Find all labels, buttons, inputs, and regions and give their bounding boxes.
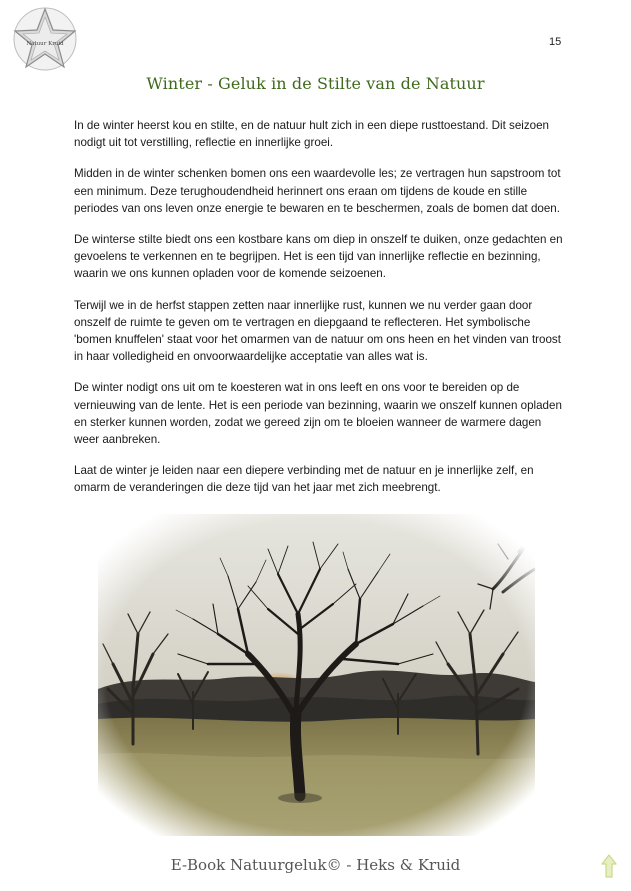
paragraph: Terwijl we in de herfst stappen zetten naar innerlijke rust, kunnen we nu verder gaan door onszelf de ruimte te geven om te vertragen en diepgaand te reflecteren. Het symbolische 'bomen knuffelen' staat voor het omarmen van de natuur om ons heen en het vinden van troost in haar volledigheid en onvoorwaardelijke acceptatie van alles wat is. (74, 298, 561, 364)
footer-text: E-Book Natuurgeluk© - Heks & Kruid (170, 856, 461, 874)
paragraph: Midden in de winter schenken bomen ons een waardevolle les; ze vertragen hun sapstroom tot een minimum. Deze terughoudendheid herinnert ons eraan om tijdens de koude en stille periodes van ons leven onze energie te bewaren en te beschermen, zoals de bomen dat doen. (74, 167, 561, 215)
logo-star-icon (12, 6, 78, 72)
logo-text: Natuur Kruid (26, 41, 64, 47)
winter-trees-painting (98, 514, 535, 836)
paragraph: De winter nodigt ons uit om te koesteren wat in ons leeft en ons voor te bereiden op de vernieuwing van de lente. Het is een periode van bezinning, waarin we onszelf kunnen opladen en sterker kunnen worden, zodat we gereed zijn om te bloeien wanneer de warmere dagen weer aanbreken. (74, 381, 562, 447)
paragraph: In de winter heerst kou en stilte, en de natuur hult zich in een diepe rusttoestand. Dit seizoen nodigt uit tot verstilling, reflectie en innerlijke groei. (74, 119, 549, 150)
page-number: 15 (549, 36, 562, 48)
paragraph: Laat de winter je leiden naar een diepere verbinding met de natuur en je innerlijke zelf, en omarm de veranderingen die deze tijd van het jaar met zich meebrengt. (74, 464, 534, 495)
arrow-up-icon[interactable] (600, 853, 618, 879)
page-title: Winter - Geluk in de Stilte van de Natuur (146, 74, 485, 93)
paragraph: De winterse stilte biedt ons een kostbare kans om diep in onszelf te duiken, onze gedachten en gevoelens te verkennen en te begrijpen. Het is een tijd van innerlijke reflectie en bezinning, waarin we ons kunnen opladen voor de komende seizoenen. (74, 233, 563, 281)
body-text (74, 117, 564, 511)
